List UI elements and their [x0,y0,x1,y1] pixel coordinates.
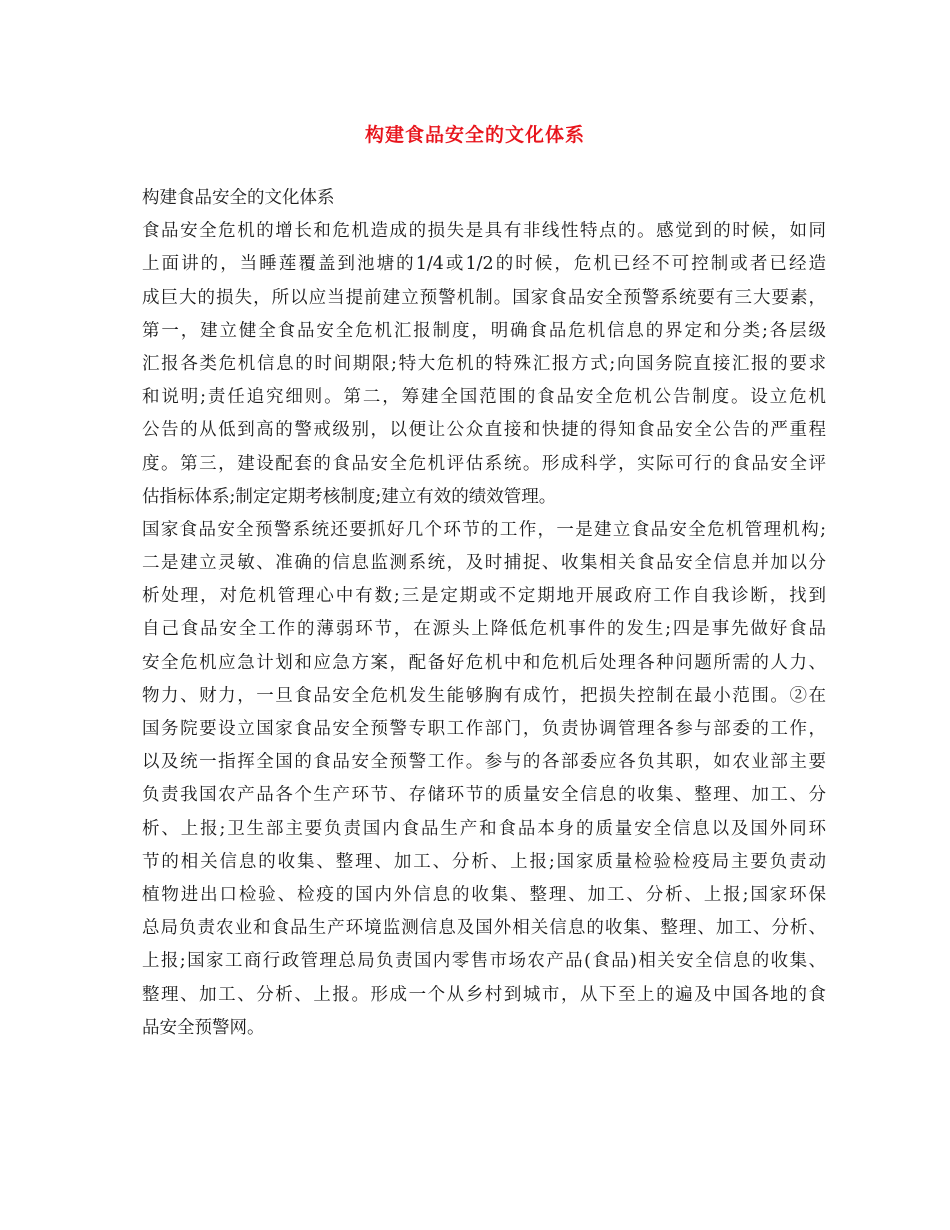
body-line: 节的相关信息的收集、整理、加工、分析、上报;国家质量检验检疫局主要负责动 [142,851,826,872]
body-line: 和说明;责任追究细则。第二，筹建全国范围的食品安全危机公告制度。设立危机 [142,387,826,408]
body-line: 析、上报;卫生部主要负责国内食品生产和食品本身的质量安全信息以及国外同环 [142,818,826,839]
body-line: 公告的从低到高的警戒级别，以便让公众直接和快捷的得知食品安全公告的严重程 [142,420,826,441]
body-line: 二是建立灵敏、准确的信息监测系统，及时捕捉、收集相关食品安全信息并加以分 [142,553,826,574]
body-line: 国家食品安全预警系统还要抓好几个环节的工作，一是建立食品安全危机管理机构; [142,519,826,540]
body-line: 植物进出口检验、检疫的国内外信息的收集、整理、加工、分析、上报;国家环保 [142,884,826,905]
body-line: 成巨大的损失，所以应当提前建立预警机制。国家食品安全预警系统要有三大要素， [142,287,826,308]
body-line: 负责我国农产品各个生产环节、存储环节的质量安全信息的收集、整理、加工、分 [142,785,826,806]
body-line: 安全危机应急计划和应急方案，配备好危机中和危机后处理各种问题所需的人力、 [142,652,826,673]
body-line: 估指标体系;制定定期考核制度;建立有效的绩效管理。 [142,486,557,507]
body-line: 上面讲的，当睡莲覆盖到池塘的1/4或1/2的时候，危机已经不可控制或者已经造 [142,254,826,275]
document-subtitle: 构建食品安全的文化体系 [142,188,335,208]
body-line: 以及统一指挥全国的食品安全预警工作。参与的各部委应各负其职，如农业部主要 [142,752,826,773]
body-line: 国务院要设立国家食品安全预警专职工作部门，负责协调管理各参与部委的工作， [142,719,826,739]
body-line: 食品安全危机的增长和危机造成的损失是具有非线性特点的。感觉到的时候，如同 [142,221,826,242]
document-title: 构建食品安全的文化体系 [364,124,585,146]
body-line: 物力、财力，一旦食品安全危机发生能够胸有成竹，把损失控制在最小范围。②在 [142,685,826,706]
body-line: 第一，建立健全食品安全危机汇报制度，明确食品危机信息的界定和分类;各层级 [142,320,826,341]
body-line: 自己食品安全工作的薄弱环节，在源头上降低危机事件的发生;四是事先做好食品 [142,619,826,640]
body-line: 总局负责农业和食品生产环境监测信息及国外相关信息的收集、整理、加工、分析、 [142,918,826,939]
body-line: 整理、加工、分析、上报。形成一个从乡村到城市，从下至上的遍及中国各地的食 [142,984,826,1005]
body-line: 度。第三，建设配套的食品安全危机评估系统。形成科学，实际可行的食品安全评 [142,453,826,474]
body-line: 汇报各类危机信息的时间期限;特大危机的特殊汇报方式;向国务院直接汇报的要求 [142,353,826,374]
body-line: 品安全预警网。 [142,1017,265,1038]
body-line: 析处理，对危机管理心中有数;三是定期或不定期地开展政府工作自我诊断，找到 [142,586,826,607]
document-body [142,182,826,1045]
body-line: 上报;国家工商行政管理总局负责国内零售市场农产品(食品)相关安全信息的收集、 [142,951,826,972]
